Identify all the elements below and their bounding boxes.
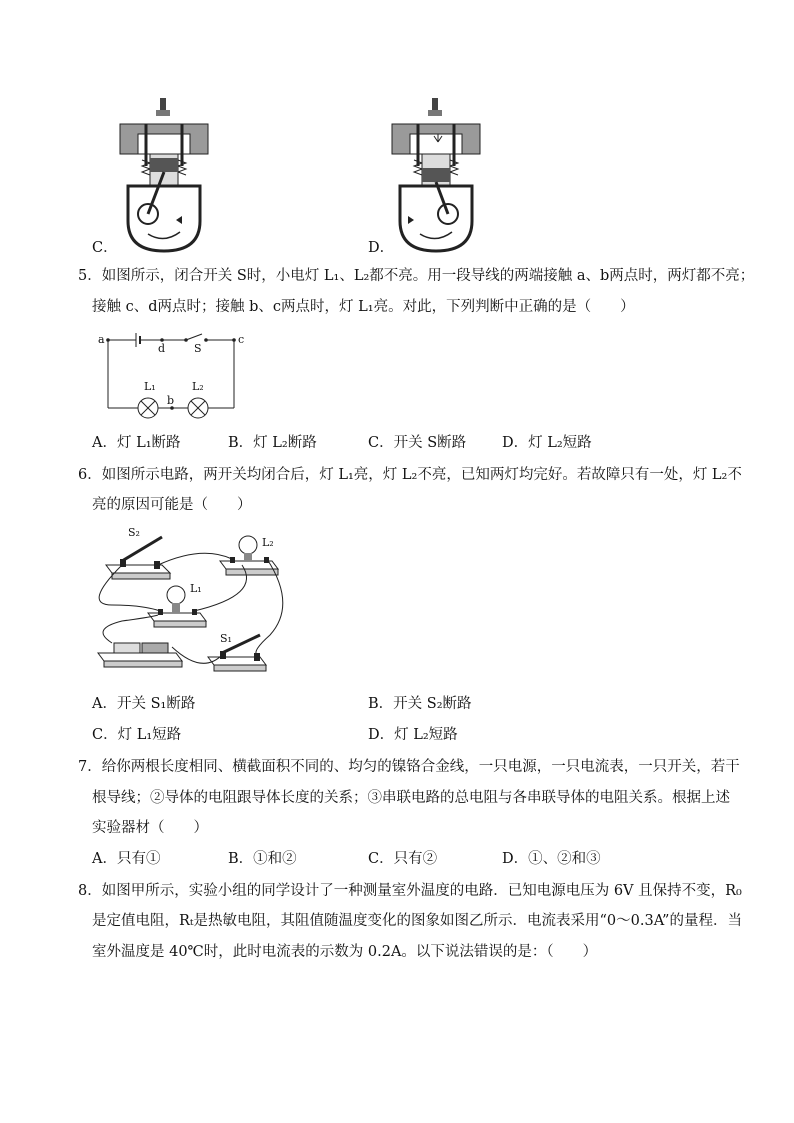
q7-stem-line2: 根导线；②导体的电阻跟导体长度的关系；③串联电路的总电阻与各串联导体的电阻关系。根据上述 — [92, 790, 730, 806]
q4-option-d[interactable]: D． — [368, 240, 395, 256]
q4-option-c[interactable]: C． — [92, 240, 118, 256]
q5-label-d: d — [158, 342, 166, 355]
q5-label-l2: L₂ — [192, 380, 204, 393]
q7-option-c[interactable]: C．只有② — [368, 851, 438, 867]
q6-label-s2: S₂ — [128, 526, 140, 539]
q5-option-c[interactable]: C．开关 S断路 — [368, 435, 467, 451]
engine-diagram-c — [118, 96, 210, 256]
q7-option-d[interactable]: D．①、②和③ — [502, 851, 601, 867]
q6-option-c[interactable]: C．灯 L₁短路 — [92, 727, 182, 743]
q5-option-b[interactable]: B．灯 L₂断路 — [228, 435, 317, 451]
q6-stem-line2: 亮的原因可能是（ ） — [92, 497, 252, 513]
q6-label-l1: L₁ — [190, 582, 202, 595]
q6-label-s1: S₁ — [220, 632, 232, 645]
q5-stem-line1: 5．如图所示，闭合开关 S时，小电灯 L₁、L₂都不亮。用一段导线的两端接触 a、b两点时，两灯都不亮； — [78, 268, 755, 284]
engine-diagram-d — [390, 96, 482, 256]
q5-label-l1: L₁ — [144, 380, 156, 393]
q5-option-a[interactable]: A．灯 L₁断路 — [92, 435, 181, 451]
q6-stem-line1: 6．如图所示电路，两开关均闭合后，灯 L₁亮，灯 L₂不亮，已知两灯均完好。若故障只有一处，灯 L₂不 — [78, 467, 742, 483]
q8-stem-line2: 是定值电阻，Rₜ是热敏电阻，其阻值随温度变化的图象如图乙所示．电流表采用“0～0.3A”的量程．当 — [92, 913, 742, 929]
q8-stem-line3: 室外温度是 40℃时，此时电流表的示数为 0.2A。以下说法错误的是：（ ） — [92, 944, 598, 960]
q6-option-d[interactable]: D．灯 L₂短路 — [368, 727, 458, 743]
q5-label-a: a — [98, 333, 105, 346]
q5-option-d[interactable]: D．灯 L₂短路 — [502, 435, 592, 451]
q5-circuit-diagram — [96, 330, 256, 412]
q6-option-a[interactable]: A．开关 S₁断路 — [92, 696, 196, 712]
q7-stem-line1: 7．给你两根长度相同、横截面积不同的、均匀的镍铬合金线，一只电源，一只电流表，一只开关，若干 — [78, 759, 740, 775]
q7-option-b[interactable]: B．①和② — [228, 851, 297, 867]
q5-label-s: S — [194, 342, 202, 355]
q5-label-b: b — [167, 394, 175, 407]
q5-label-c: c — [238, 333, 245, 346]
q5-stem-line2: 接触 c、d两点时；接触 b、c两点时，灯 L₁亮。对此，下列判断中正确的是（ ） — [92, 299, 635, 315]
q6-option-b[interactable]: B．开关 S₂断路 — [368, 696, 472, 712]
q8-stem-line1: 8．如图甲所示，实验小组的同学设计了一种测量室外温度的电路．已知电源电压为 6V 且保持不变，R₀ — [78, 883, 742, 899]
q6-label-l2: L₂ — [262, 536, 274, 549]
q7-stem-line3: 实验器材（ ） — [92, 820, 208, 836]
q7-option-a[interactable]: A．只有① — [92, 851, 161, 867]
